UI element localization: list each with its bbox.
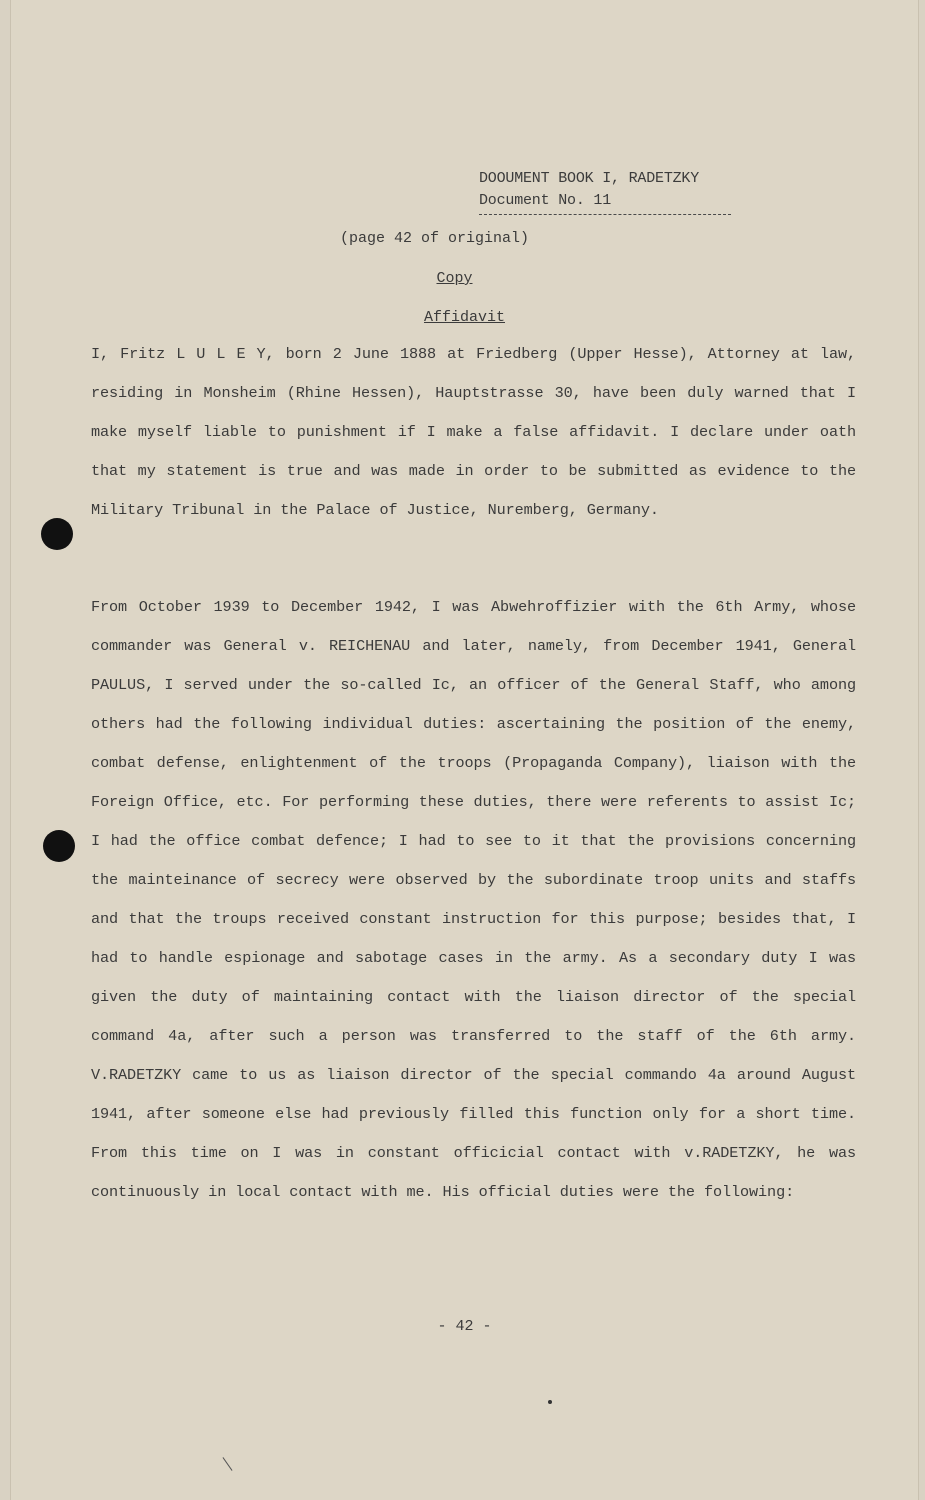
- document-header: [479, 168, 731, 215]
- document-title-text: Affidavit: [423, 309, 505, 326]
- page-number: - 42 -: [437, 1318, 492, 1335]
- paragraph-2: From October 1939 to December 1942, I was Abwehroffizier with the 6th Army, whose commander was General v. REICHENAU and later, namely, from December 1941, General PAULUS, I served under the so-called Ic, an officer of the General Staff, who among others had the following individual duties: ascertaining the position of the enemy, combat defense, enlightenment of the troops (Propaganda Company), liaison with the Foreign Office, etc. For performing these duties, there were referents to assist Ic; I had the office combat defence; I had to see to it that the provisions concerning the mainteinance of secrecy were observed by the subordinate troop units and staffs and that the troups received constant instruction for this purpose; besides that, I had to handle espionage and sabotage cases in the army. As a secondary duty I was given the duty of maintaining contact with the liaison director of the special command 4a, after such a person was transferred to the staff of the 6th army. V.RADETZKY came to us as liaison director of the special commando 4a around August 1941, after someone else had previously filled this function only for a short time. From this time on I was in constant officicial contact with v.RADETZKY, he was continuously in local contact with me. His official duties were the following:: [91, 598, 856, 1201]
- document-number: Document No. 11: [479, 190, 731, 215]
- document-title: [11, 309, 918, 326]
- punch-hole: [43, 830, 75, 862]
- copy-label-text: Copy: [436, 270, 473, 287]
- document-page: [10, 0, 919, 1500]
- document-book-label: DOOUMENT BOOK I, RADETZKY: [479, 170, 700, 187]
- page-reference: (page 42 of original): [339, 230, 530, 247]
- speck-mark: [548, 1400, 552, 1404]
- punch-hole: [41, 518, 73, 550]
- copy-label: [1, 270, 908, 287]
- stray-mark: [223, 1457, 233, 1471]
- paragraph-1: I, Fritz L U L E Y, born 2 June 1888 at Friedberg (Upper Hesse), Attorney at law, residing in Monsheim (Rhine Hessen), Hauptstrasse 30, have been duly warned that I make myself liable to punishment if I make a false affidavit. I declare under oath that my statement is true and was made in order to be submitted as evidence to the Military Tribunal in the Palace of Justice, Nuremberg, Germany.: [91, 345, 856, 519]
